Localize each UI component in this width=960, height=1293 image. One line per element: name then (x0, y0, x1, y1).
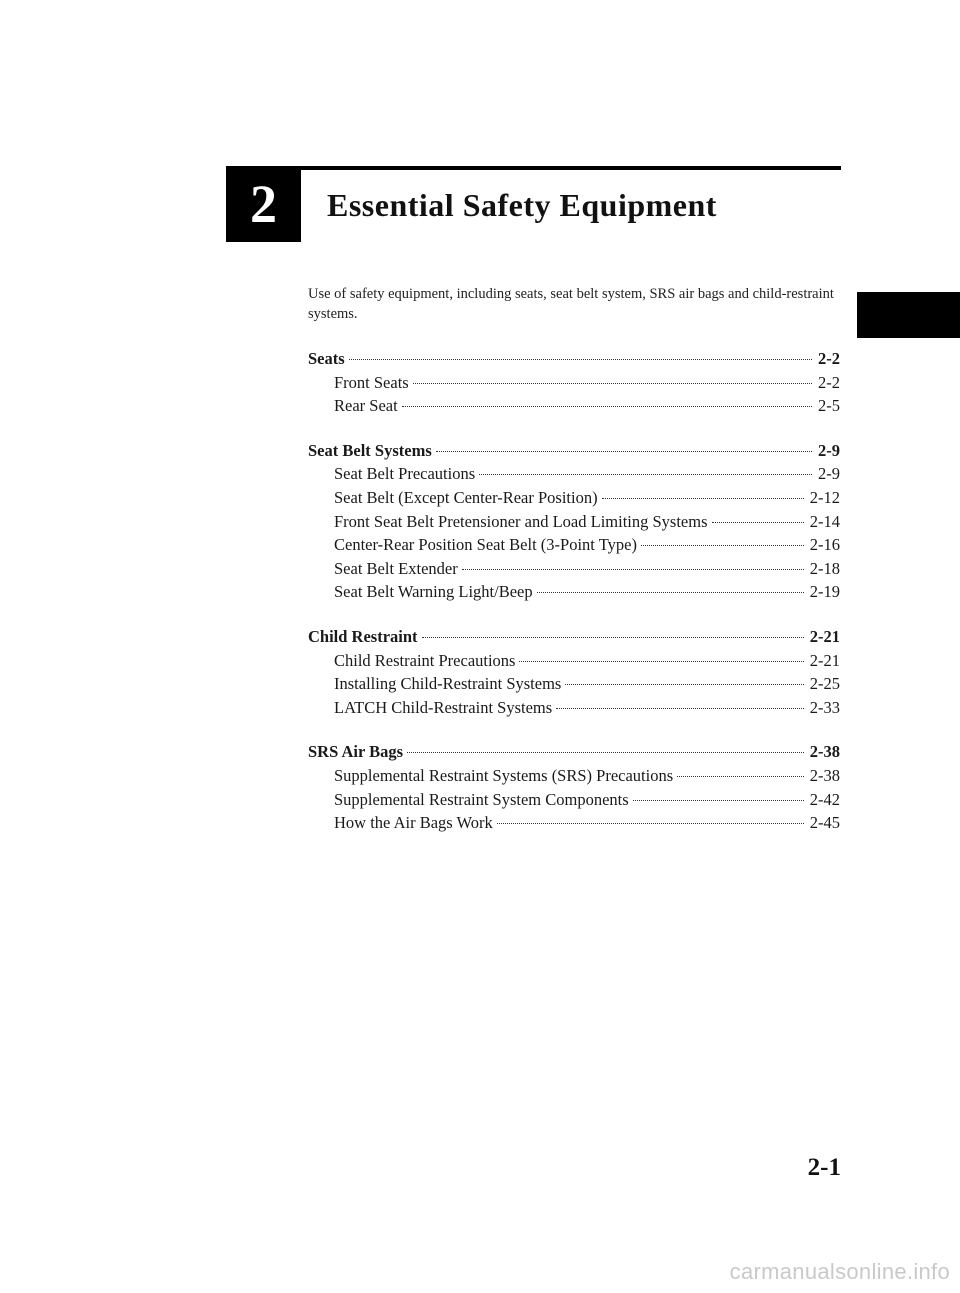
toc-entry[interactable] (308, 580, 840, 604)
toc-entry-title: Rear Seat (334, 396, 398, 416)
dot-leader (497, 823, 804, 824)
dot-leader (349, 359, 812, 360)
toc-entry-title: Seat Belt Extender (334, 558, 458, 578)
toc-entry-page: 2-12 (809, 487, 840, 507)
toc-entry-title: Seat Belt Systems (308, 440, 432, 460)
page-number: 2-1 (807, 1154, 841, 1181)
toc-section-heading[interactable] (308, 740, 840, 764)
toc-entry-title: Front Seats (334, 372, 409, 392)
toc-entry-title: Supplemental Restraint System Components (334, 789, 629, 809)
toc-entry-title: Seat Belt Warning Light/Beep (334, 582, 533, 602)
dot-leader (422, 637, 804, 638)
toc-section (308, 740, 840, 834)
toc-entry-title: Seat Belt Precautions (334, 464, 476, 484)
dot-leader (413, 383, 812, 384)
toc-entry-page: 2-9 (818, 440, 840, 460)
toc-entry-page: 2-9 (818, 464, 840, 484)
table-of-contents (308, 347, 840, 856)
toc-entry[interactable] (308, 486, 840, 510)
chapter-title: Essential Safety Equipment (327, 187, 717, 223)
toc-section-heading[interactable] (308, 625, 840, 649)
toc-entry-page: 2-33 (809, 697, 840, 717)
chapter-intro: Use of safety equipment, including seats, seat belt system, SRS air bags and child-restraint systems. (308, 286, 834, 322)
toc-entry-title: Center-Rear Position Seat Belt (3-Point Type) (334, 535, 637, 555)
toc-entry-title: LATCH Child-Restraint Systems (334, 697, 553, 717)
dot-leader (712, 522, 804, 523)
toc-entry[interactable] (308, 462, 840, 486)
toc-entry[interactable] (308, 788, 840, 812)
dot-leader (602, 498, 804, 499)
dot-leader (436, 451, 812, 452)
toc-entry-page: 2-2 (818, 372, 840, 392)
dot-leader (641, 545, 804, 546)
toc-entry[interactable] (308, 696, 840, 720)
toc-entry[interactable] (308, 557, 840, 581)
dot-leader (537, 592, 804, 593)
dot-leader (519, 661, 803, 662)
dot-leader (479, 474, 812, 475)
chapter-side-tab (857, 292, 960, 338)
toc-entry-page: 2-38 (809, 765, 840, 785)
toc-entry[interactable] (308, 533, 840, 557)
toc-entry-title: Seat Belt (Except Center-Rear Position) (334, 487, 598, 507)
dot-leader (462, 569, 804, 570)
dot-leader (407, 752, 804, 753)
toc-entry-title: Child Restraint (308, 626, 418, 646)
toc-entry-page: 2-42 (809, 789, 840, 809)
toc-entry-title: Supplemental Restraint Systems (SRS) Precautions (334, 765, 674, 785)
toc-entry[interactable] (308, 394, 840, 418)
dot-leader (633, 800, 804, 801)
toc-entry-page: 2-16 (809, 535, 840, 555)
toc-entry-title: Child Restraint Precautions (334, 650, 516, 670)
toc-entry-page: 2-21 (809, 650, 840, 670)
toc-section (308, 347, 840, 418)
toc-entry-title: Front Seat Belt Pretensioner and Load Limiting Systems (334, 511, 708, 531)
toc-section (308, 625, 840, 719)
toc-entry-page: 2-19 (809, 582, 840, 602)
toc-entry[interactable] (308, 764, 840, 788)
toc-entry-title: Seats (308, 349, 345, 368)
dot-leader (556, 708, 804, 709)
dot-leader (565, 684, 803, 685)
toc-section-heading[interactable] (308, 439, 840, 463)
chapter-header-rule (226, 166, 841, 170)
toc-entry-page: 2-5 (818, 396, 840, 416)
toc-entry-page: 2-2 (818, 349, 840, 368)
toc-entry[interactable] (308, 510, 840, 534)
toc-entry-page: 2-14 (809, 511, 840, 531)
toc-entry-page: 2-21 (809, 626, 840, 646)
chapter-number-box (226, 166, 301, 242)
toc-entry[interactable] (308, 371, 840, 395)
toc-entry-title: Installing Child-Restraint Systems (334, 674, 562, 694)
toc-section (308, 439, 840, 604)
toc-entry[interactable] (308, 811, 840, 835)
toc-entry-title: How the Air Bags Work (334, 813, 493, 833)
toc-section-heading[interactable] (308, 347, 840, 371)
dot-leader (402, 406, 812, 407)
toc-entry-page: 2-45 (809, 813, 840, 833)
toc-entry-page: 2-18 (809, 558, 840, 578)
toc-entry[interactable] (308, 649, 840, 673)
chapter-number: 2 (250, 174, 277, 234)
toc-entry-page: 2-25 (809, 674, 840, 694)
toc-entry-page: 2-38 (809, 742, 840, 762)
dot-leader (677, 776, 804, 777)
watermark: carmanualsonline.info (729, 1259, 950, 1284)
toc-entry-title: SRS Air Bags (308, 742, 404, 762)
toc-entry[interactable] (308, 672, 840, 696)
